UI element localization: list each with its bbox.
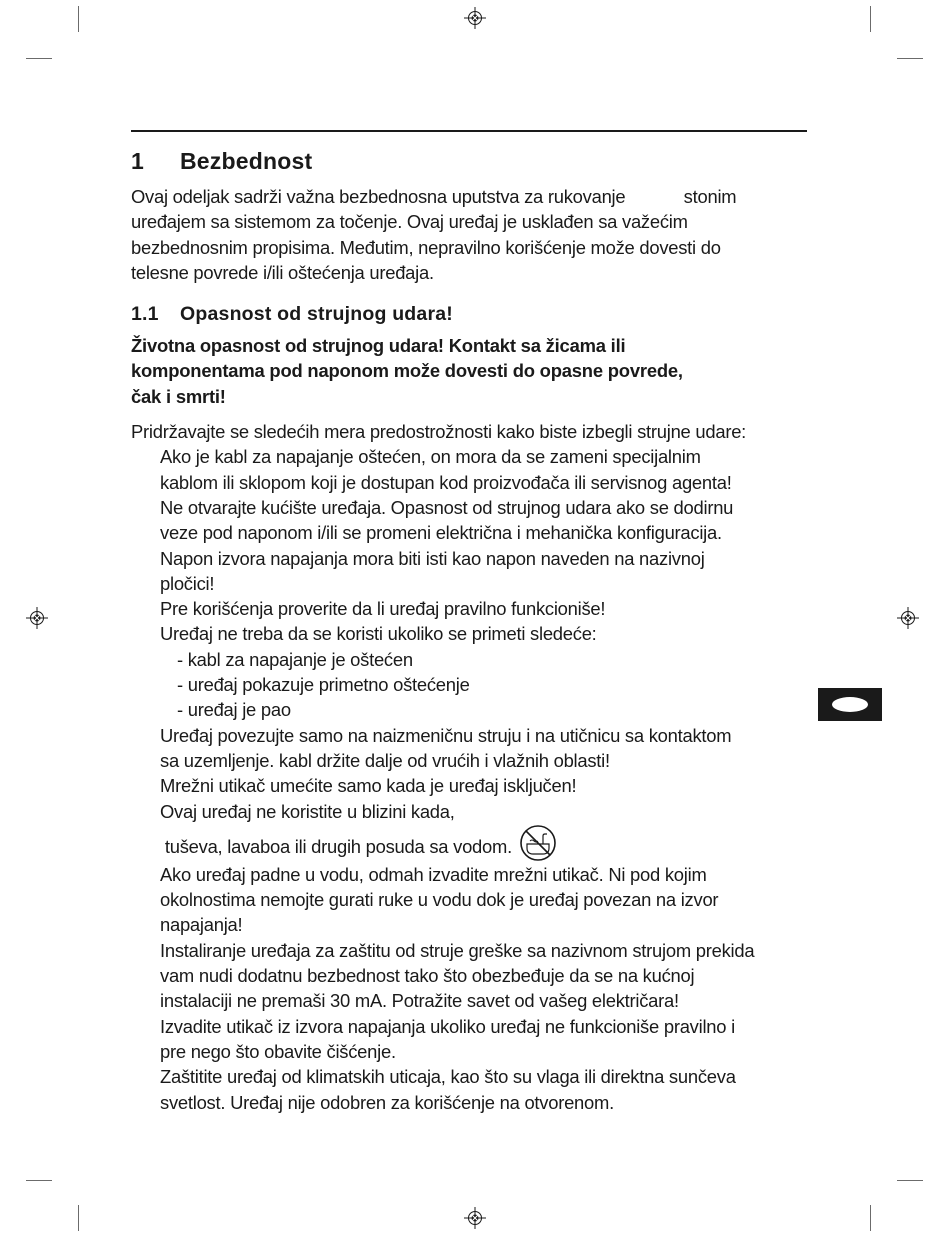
registration-mark-icon (26, 607, 48, 629)
intro-line: bezbednosnim propisima. Međutim, nepravilno korišćenje može dovesti do (131, 236, 721, 258)
crop-mark (897, 1180, 923, 1181)
list-item-line: pre nego što obavite čišćenje. (160, 1040, 396, 1062)
subsection-heading (131, 301, 807, 327)
list-item-line: Uređaj ne treba da se koristi ukoliko se primeti sledeće: (160, 623, 597, 645)
list-item-line: Ako uređaj padne u vodu, odmah izvadite mrežni utikač. Ni pod kojim (160, 863, 707, 885)
sub-list-item: - uređaj je pao (177, 699, 291, 721)
list-item-line: Ovaj uređaj ne koristite u blizini kada, (160, 800, 455, 822)
crop-mark (26, 1180, 52, 1181)
list-item-line: Zaštitite uređaj od klimatskih uticaja, kao što su vlaga ili direktna sunčeva (160, 1066, 736, 1088)
list-item-line: Napon izvora napajanja mora biti isti kao napon naveden na nazivnoj (160, 547, 705, 569)
section-heading (131, 146, 807, 176)
no-bathtub-icon (516, 824, 560, 862)
crop-mark (26, 58, 52, 59)
list-item-line: svetlost. Uređaj nije odobren za korišćenje na otvorenom. (160, 1091, 614, 1113)
intro-line: telesne povrede i/ili oštećenja uređaja. (131, 261, 434, 283)
list-item-line: instalaciji ne premaši 30 mA. Potražite savet od vašeg električara! (160, 990, 679, 1012)
sub-list-item: - kabl za napajanje je oštećen (177, 648, 413, 670)
subsection-number: 1.1 (131, 303, 159, 326)
list-item-line: Ne otvarajte kućište uređaja. Opasnost od strujnog udara ako se dodirnu (160, 496, 734, 518)
danger-warning (131, 333, 771, 409)
registration-mark-icon (464, 1207, 486, 1229)
list-item-line: Instaliranje uređaja za zaštitu od struje greške sa nazivnom strujom prekida (160, 939, 755, 961)
list-item-line: sa uzemljenje. kabl držite dalje od vrućih i vlažnih oblasti! (160, 749, 610, 771)
list-item-line: vam nudi dodatnu bezbednost tako što obezbeđuje da se na kućnoj (160, 965, 695, 987)
list-item-line: kablom ili sklopom koji je dostupan kod proizvođača ili servisnog agenta! (160, 471, 732, 493)
language-tab-oval (832, 697, 868, 712)
main-content (131, 130, 807, 1115)
subsection-title: Opasnost od strujnog udara! (180, 303, 453, 326)
list-item-line: Izvadite utikač iz izvora napajanja ukoliko uređaj ne funkcioniše pravilno i (160, 1015, 735, 1037)
registration-mark-icon (897, 607, 919, 629)
language-tab-icon (818, 688, 882, 721)
warning-line: čak i smrti! (131, 385, 226, 407)
crop-mark (897, 58, 923, 59)
precautions-list (131, 444, 807, 1114)
list-item-line: Ako je kabl za napajanje oštećen, on mora da se zameni specijalnim (160, 446, 701, 468)
list-item-line: veze pod naponom i/ili se promeni električna i mehanička konfiguracija. (160, 522, 722, 544)
top-rule (131, 130, 807, 132)
list-item-line: napajanja! (160, 914, 243, 936)
intro-paragraph (131, 184, 807, 285)
intro-line: Ovaj odeljak sadrži važna bezbednosna uputstva za rukovanje stonim (131, 186, 737, 207)
list-item-text: tuševa, lavaboa ili drugih posuda sa vodom. (160, 835, 512, 857)
registration-mark-icon (464, 7, 486, 29)
sub-list-item: - uređaj pokazuje primetno oštećenje (177, 674, 470, 696)
list-item-line: pločici! (160, 572, 215, 594)
crop-mark (870, 6, 871, 32)
crop-mark (78, 6, 79, 32)
list-item-line-with-icon (131, 824, 807, 862)
crop-mark (870, 1205, 871, 1231)
section-title: Bezbednost (180, 148, 313, 174)
warning-line: komponentama pod naponom može dovesti do opasne povrede, (131, 360, 683, 382)
crop-mark (78, 1205, 79, 1231)
intro-line: uređajem sa sistemom za točenje. Ovaj uređaj je usklađen sa važećim (131, 211, 688, 233)
precautions-lead: Pridržavajte se sledećih mera predostrožnosti kako biste izbegli strujne udare: (131, 421, 747, 443)
list-item-line: okolnostima nemojte gurati ruke u vodu dok je uređaj povezan na izvor (160, 889, 719, 911)
list-item-line: Pre korišćenja proverite da li uređaj pravilno funkcioniše! (160, 598, 606, 620)
warning-line: Životna opasnost od strujnog udara! Kontakt sa žicama ili (131, 335, 626, 357)
list-item-line: Mrežni utikač umećite samo kada je uređaj isključen! (160, 775, 577, 797)
section-number: 1 (131, 148, 144, 174)
list-item-line: Uređaj povezujte samo na naizmeničnu struju i na utičnicu sa kontaktom (160, 724, 732, 746)
